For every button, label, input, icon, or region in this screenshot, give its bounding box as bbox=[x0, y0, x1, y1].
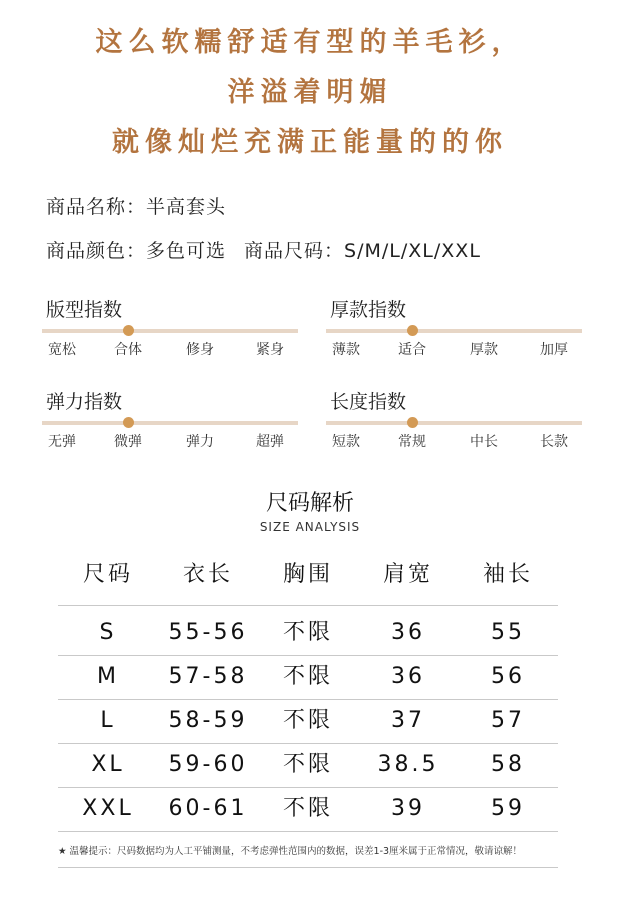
size-table-header bbox=[58, 555, 558, 595]
bust-cell: 不限 bbox=[282, 664, 333, 689]
product-name-row bbox=[46, 192, 226, 219]
scale-label: 适合 bbox=[398, 342, 426, 358]
scale-track bbox=[42, 329, 298, 333]
scale-label: 弹力 bbox=[186, 434, 214, 450]
scale-label: 合体 bbox=[114, 342, 142, 358]
product-size-label: 商品尺码： bbox=[244, 240, 345, 262]
sleeve-cell: 57 bbox=[491, 708, 525, 733]
bust-cell: 不限 bbox=[282, 708, 333, 733]
table-divider bbox=[58, 699, 558, 700]
scale-title: 长度指数 bbox=[330, 391, 407, 413]
size-analysis-title: 尺码解析 bbox=[265, 491, 354, 516]
table-row bbox=[58, 701, 558, 741]
size-analysis-subtitle: SIZE ANALYSIS bbox=[259, 520, 361, 534]
size-cell: S bbox=[99, 620, 117, 645]
scale-label: 修身 bbox=[186, 342, 214, 358]
header-shoulder: 肩宽 bbox=[382, 562, 433, 587]
product-name-value: 半高套头 bbox=[146, 196, 227, 218]
product-color-size-row bbox=[46, 236, 481, 263]
bust-cell: 不限 bbox=[282, 752, 333, 777]
scale-label: 中长 bbox=[470, 434, 498, 450]
scale-track bbox=[42, 421, 298, 425]
length-cell: 58-59 bbox=[168, 708, 248, 733]
scale-label: 厚款 bbox=[470, 342, 498, 358]
scale-label: 宽松 bbox=[48, 342, 76, 358]
table-row bbox=[58, 657, 558, 697]
scale-track bbox=[326, 329, 582, 333]
scale-label: 短款 bbox=[332, 434, 360, 450]
scale-label: 超弹 bbox=[256, 434, 284, 450]
shoulder-cell: 36 bbox=[391, 620, 425, 645]
headline-line-3: 就像灿烂充满正能量的的你 bbox=[112, 127, 508, 158]
scale-title: 弹力指数 bbox=[46, 391, 123, 413]
header-sleeve: 袖长 bbox=[482, 562, 533, 587]
scale-marker-dot bbox=[407, 325, 418, 336]
sleeve-cell: 59 bbox=[491, 796, 525, 821]
length-cell: 60-61 bbox=[168, 796, 248, 821]
headline-line-2: 洋溢着明媚 bbox=[227, 77, 393, 108]
length-cell: 57-58 bbox=[168, 664, 248, 689]
table-divider bbox=[58, 831, 558, 832]
sleeve-cell: 55 bbox=[491, 620, 525, 645]
headline-line-1: 这么软糯舒适有型的羊毛衫， bbox=[95, 27, 525, 58]
scale-label: 加厚 bbox=[540, 342, 568, 358]
scale-label: 微弹 bbox=[114, 434, 142, 450]
size-cell: XXL bbox=[82, 796, 134, 821]
length-cell: 55-56 bbox=[168, 620, 248, 645]
table-row bbox=[58, 745, 558, 785]
product-color-label: 商品颜色： bbox=[46, 240, 147, 262]
size-cell: L bbox=[100, 708, 116, 733]
note-divider bbox=[58, 867, 558, 868]
bust-cell: 不限 bbox=[282, 796, 333, 821]
table-divider bbox=[58, 743, 558, 744]
product-size-value: S/M/L/XL/XXL bbox=[344, 240, 481, 262]
product-color-value: 多色可选 bbox=[146, 240, 227, 262]
shoulder-cell: 39 bbox=[391, 796, 425, 821]
scale-marker-dot bbox=[123, 417, 134, 428]
table-divider bbox=[58, 655, 558, 656]
scale-title: 厚款指数 bbox=[330, 299, 407, 321]
size-cell: M bbox=[97, 664, 119, 689]
scale-label: 紧身 bbox=[256, 342, 284, 358]
header-bust: 胸围 bbox=[282, 562, 333, 587]
sleeve-cell: 58 bbox=[491, 752, 525, 777]
scale-title: 版型指数 bbox=[46, 299, 123, 321]
size-cell: XL bbox=[91, 752, 125, 777]
header-length: 衣长 bbox=[182, 562, 233, 587]
table-divider bbox=[58, 787, 558, 788]
shoulder-cell: 37 bbox=[391, 708, 425, 733]
table-row bbox=[58, 789, 558, 829]
header-size: 尺码 bbox=[82, 562, 133, 587]
scale-label: 薄款 bbox=[332, 342, 360, 358]
length-cell: 59-60 bbox=[168, 752, 248, 777]
table-row bbox=[58, 613, 558, 653]
scale-label: 无弹 bbox=[48, 434, 76, 450]
table-divider bbox=[58, 605, 558, 606]
sleeve-cell: 56 bbox=[491, 664, 525, 689]
scale-label: 常规 bbox=[398, 434, 426, 450]
scale-track bbox=[326, 421, 582, 425]
product-name-label: 商品名称： bbox=[46, 196, 147, 218]
shoulder-cell: 36 bbox=[391, 664, 425, 689]
scale-marker-dot bbox=[407, 417, 418, 428]
shoulder-cell: 38.5 bbox=[377, 752, 439, 777]
scale-marker-dot bbox=[123, 325, 134, 336]
measurement-note: ★ 温馨提示：尺码数据均为人工平铺测量，不考虑弹性范围内的数据，误差1-3厘米属于正常情况，敬请谅解！ bbox=[58, 846, 523, 857]
scale-label: 长款 bbox=[540, 434, 568, 450]
bust-cell: 不限 bbox=[282, 620, 333, 645]
